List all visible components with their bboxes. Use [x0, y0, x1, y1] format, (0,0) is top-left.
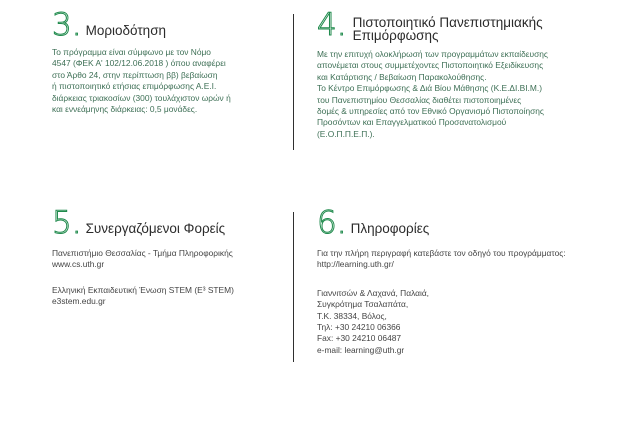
body-line: ή πιστοποιητικό ετήσιας επιμόρφωσης Α.Ε.Ι.	[52, 81, 217, 92]
body-line: 4547 (ΦΕΚ Α' 102/12.06.2018 ) όπου αναφέρει	[52, 58, 226, 69]
body-line: Προσόντων και Επαγγελματικού Προσανατολισμού	[317, 117, 507, 128]
partner-entry	[52, 248, 287, 271]
section-title: Πληροφορίες	[350, 221, 430, 236]
address-block	[317, 288, 617, 356]
body-line: και Κατάρτισης / Βεβαίωση Παρακολούθησης.	[317, 71, 487, 82]
section-title: Συνεργαζόμενοι Φορείς	[85, 221, 226, 236]
body-line: δομές & υπηρεσίες από τον Εθνικό Οργανισμό Πιστοποίησης	[317, 106, 544, 117]
section-number: 3.	[52, 7, 82, 43]
body-line: του Πανεπιστημίου Θεσσαλίας διαθέτει πιστοποιημένες	[317, 94, 522, 105]
address-line: Συγκρότημα Τσαλαπάτα,	[317, 299, 409, 310]
partner-website-link[interactable]: www.cs.uth.gr	[52, 259, 105, 270]
body-line: και εννεάμηνης διάρκειας: 0,5 μονάδες.	[52, 104, 198, 115]
title-line: Πιστοποιητικό Πανεπιστημιακής	[352, 15, 543, 30]
partner-name: Πανεπιστήμιο Θεσσαλίας - Τμήμα Πληροφορικής	[52, 248, 233, 258]
section-title	[353, 12, 543, 43]
section-number: 5.	[52, 205, 82, 241]
column-divider-bottom	[293, 212, 294, 362]
partner-website-link[interactable]: e3stem.edu.gr	[52, 296, 106, 307]
partner-name: Ελληνική Εκπαιδευτική Ένωση STEM (E³ STEM)	[52, 284, 234, 295]
body-line: Με την επιτυχή ολοκλήρωσή των προγραμμάτων εκπαίδευσης	[317, 49, 548, 59]
body-line: διάρκειας τριακοσίων (300) τουλάχιστον ωρών ή	[52, 92, 231, 103]
fax-line: Fax: +30 24210 06487	[317, 333, 402, 344]
body-line: απονέμεται στους συμμετέχοντες Πιστοποιητικό Εξειδίκευσης	[317, 60, 544, 71]
body-line: στο Άρθο 24, στην περίπτωση ββ) βεβαίωση	[52, 69, 218, 80]
section-title: Μοριοδότηση	[85, 23, 167, 38]
section-body	[317, 248, 617, 356]
guide-link[interactable]: http://learning.uth.gr/	[317, 259, 394, 270]
section-certificate	[317, 7, 617, 140]
body-line: Το πρόγραμμα είναι σύμφωνο με τον Νόμο	[52, 47, 211, 57]
title-line: Επιμόρφωσης	[352, 28, 439, 43]
email-link[interactable]: e-mail: learning@uth.gr	[317, 344, 405, 355]
partner-entry	[52, 285, 287, 308]
section-body	[52, 248, 287, 308]
body-line: Το Κέντρο Επιμόρφωσης & Διά Βίου Μάθησης (Κ.Ε.ΔΙ.ΒΙ.Μ.)	[317, 83, 542, 94]
section-partners	[52, 205, 287, 308]
info-intro	[317, 248, 617, 271]
section-number: 4.	[317, 7, 347, 43]
intro-text: Για την πλήρη περιγραφή κατεβάστε τον οδηγό του προγράμματος:	[317, 248, 566, 258]
address-line: Τ.Κ. 38334, Βόλος,	[317, 310, 387, 321]
section-body	[52, 47, 282, 115]
address-line: Γιαννιτσών & Λαχανά, Παλαιά,	[317, 287, 430, 298]
column-divider-top	[293, 14, 294, 150]
phone-line: Τηλ: +30 24210 06366	[317, 322, 401, 333]
section-number: 6.	[317, 205, 347, 241]
body-line: (Ε.Ο.Π.Π.Ε.Π.).	[317, 128, 375, 139]
section-info	[317, 205, 617, 356]
section-body	[317, 49, 617, 140]
section-grading	[52, 7, 282, 115]
